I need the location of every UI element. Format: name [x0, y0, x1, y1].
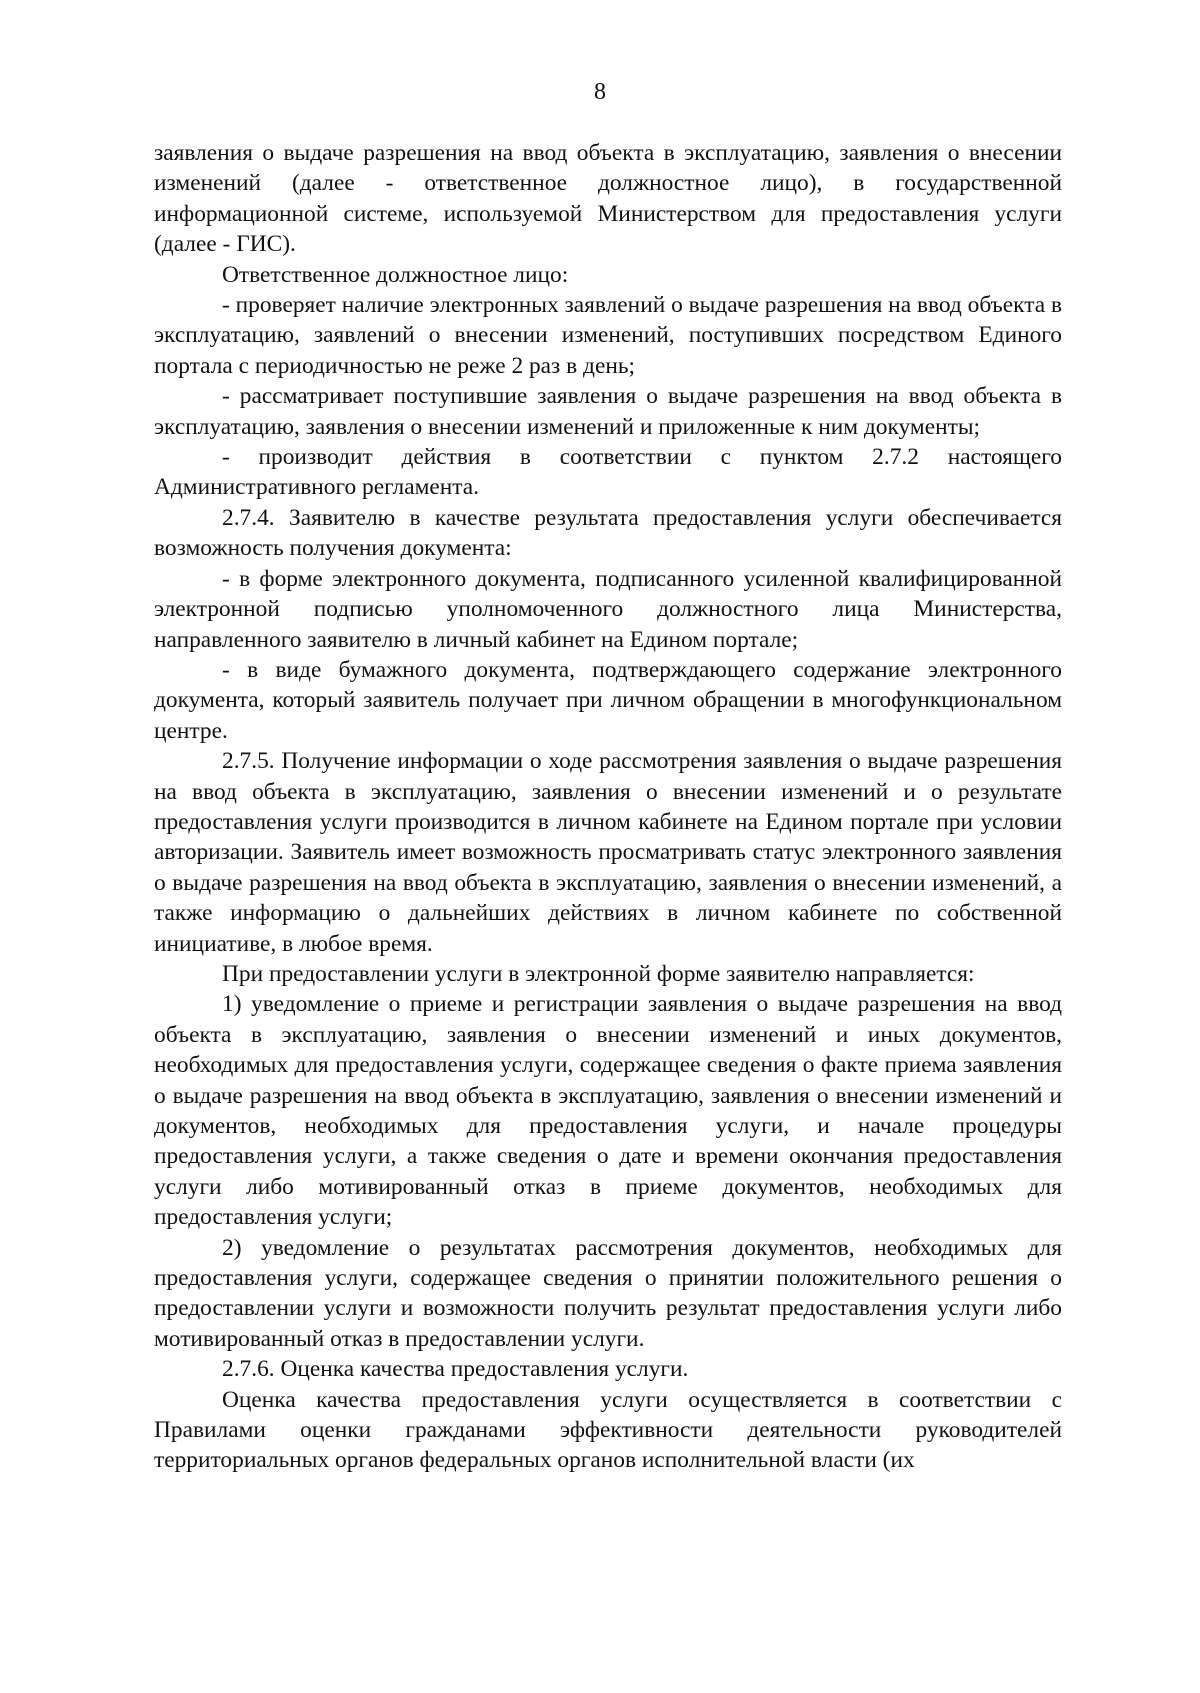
paragraph-responsible-official: Ответственное должностное лицо: [222, 261, 569, 288]
paragraph-checks-applications: - проверяет наличие электронных заявлений о выдаче разрешения на ввод объекта в эксплуатацию, заявлений о внесении изменений, поступивших посредством Единого портала с периодичностью не реже 2 раз в день; [154, 292, 1062, 379]
paragraph-paper-document: - в виде бумажного документа, подтверждающего содержание электронного документа, который заявитель получает при личном обращении в многофункциональном центре. [154, 656, 1062, 744]
document-body [154, 138, 1062, 1476]
paragraph-performs-actions: - производит действия в соответствии с пунктом 2.7.2 настоящего Административного регламента. [154, 444, 1062, 501]
paragraph-2-7-5: 2.7.5. Получение информации о ходе рассмотрения заявления о выдаче разрешения на ввод объекта в эксплуатацию, заявления о внесении изменений и о результате предоставления услуги производится в личном кабинете на Едином портале при условии авторизации. Заявитель имеет возможность просматривать статус электронного заявления о выдаче разрешения на ввод объекта в эксплуатацию, заявления о внесении изменений, а также информацию о дальнейших действиях в личном кабинете по собственной инициативе, в любое время. [154, 748, 1062, 957]
paragraph-electronic-form-notice: При предоставлении услуги в электронной форме заявителю направляется: [222, 960, 975, 987]
paragraph-reviews-applications: - рассматривает поступившие заявления о выдаче разрешения на ввод объекта в эксплуатацию, заявления о внесении изменений и приложенные к ним документы; [154, 383, 1062, 440]
paragraph-quality-assessment: Оценка качества предоставления услуги осуществляется в соответствии с Правилами оценки гражданами эффективности деятельности руководителей территориальных органов федеральных органов исполнительной власти (их [154, 1386, 1062, 1474]
paragraph-2-7-4: 2.7.4. Заявителю в качестве результата предоставления услуги обеспечивается возможность получения документа: [154, 504, 1062, 562]
paragraph-electronic-document: - в форме электронного документа, подписанного усиленной квалифицированной электронной подписью уполномоченного должностного лица Министерства, направленного заявителю в личный кабинет на Едином портале; [154, 565, 1062, 653]
paragraph-2-7-6: 2.7.6. Оценка качества предоставления услуги. [222, 1356, 689, 1383]
paragraph-item-1: 1) уведомление о приеме и регистрации заявления о выдаче разрешения на ввод объекта в эксплуатацию, заявления о внесении изменений и иных документов, необходимых для предоставления услуги, содержащее сведения о факте приема заявления о выдаче разрешения на ввод объекта в эксплуатацию, заявления о внесении изменений и документов, необходимых для предоставления услуги, и начале процедуры предоставления услуги, а также сведения о дате и времени окончания предоставления услуги либо мотивированный отказ в приеме документов, необходимых для предоставления услуги; [154, 991, 1062, 1231]
paragraph-continuation: заявления о выдаче разрешения на ввод объекта в эксплуатацию, заявления о внесении изменений (далее - ответственное должностное лицо), в государственной информационной системе, используемой Министерством для предоставления услуги (далее - ГИС). [154, 140, 1062, 258]
page-number: 8 [594, 79, 606, 105]
paragraph-item-2: 2) уведомление о результатах рассмотрения документов, необходимых для предоставления услуги, содержащее сведения о принятии положительного решения о предоставлении услуги и возможности получить результат предоставления услуги либо мотивированный отказ в предоставлении услуги. [154, 1234, 1062, 1352]
